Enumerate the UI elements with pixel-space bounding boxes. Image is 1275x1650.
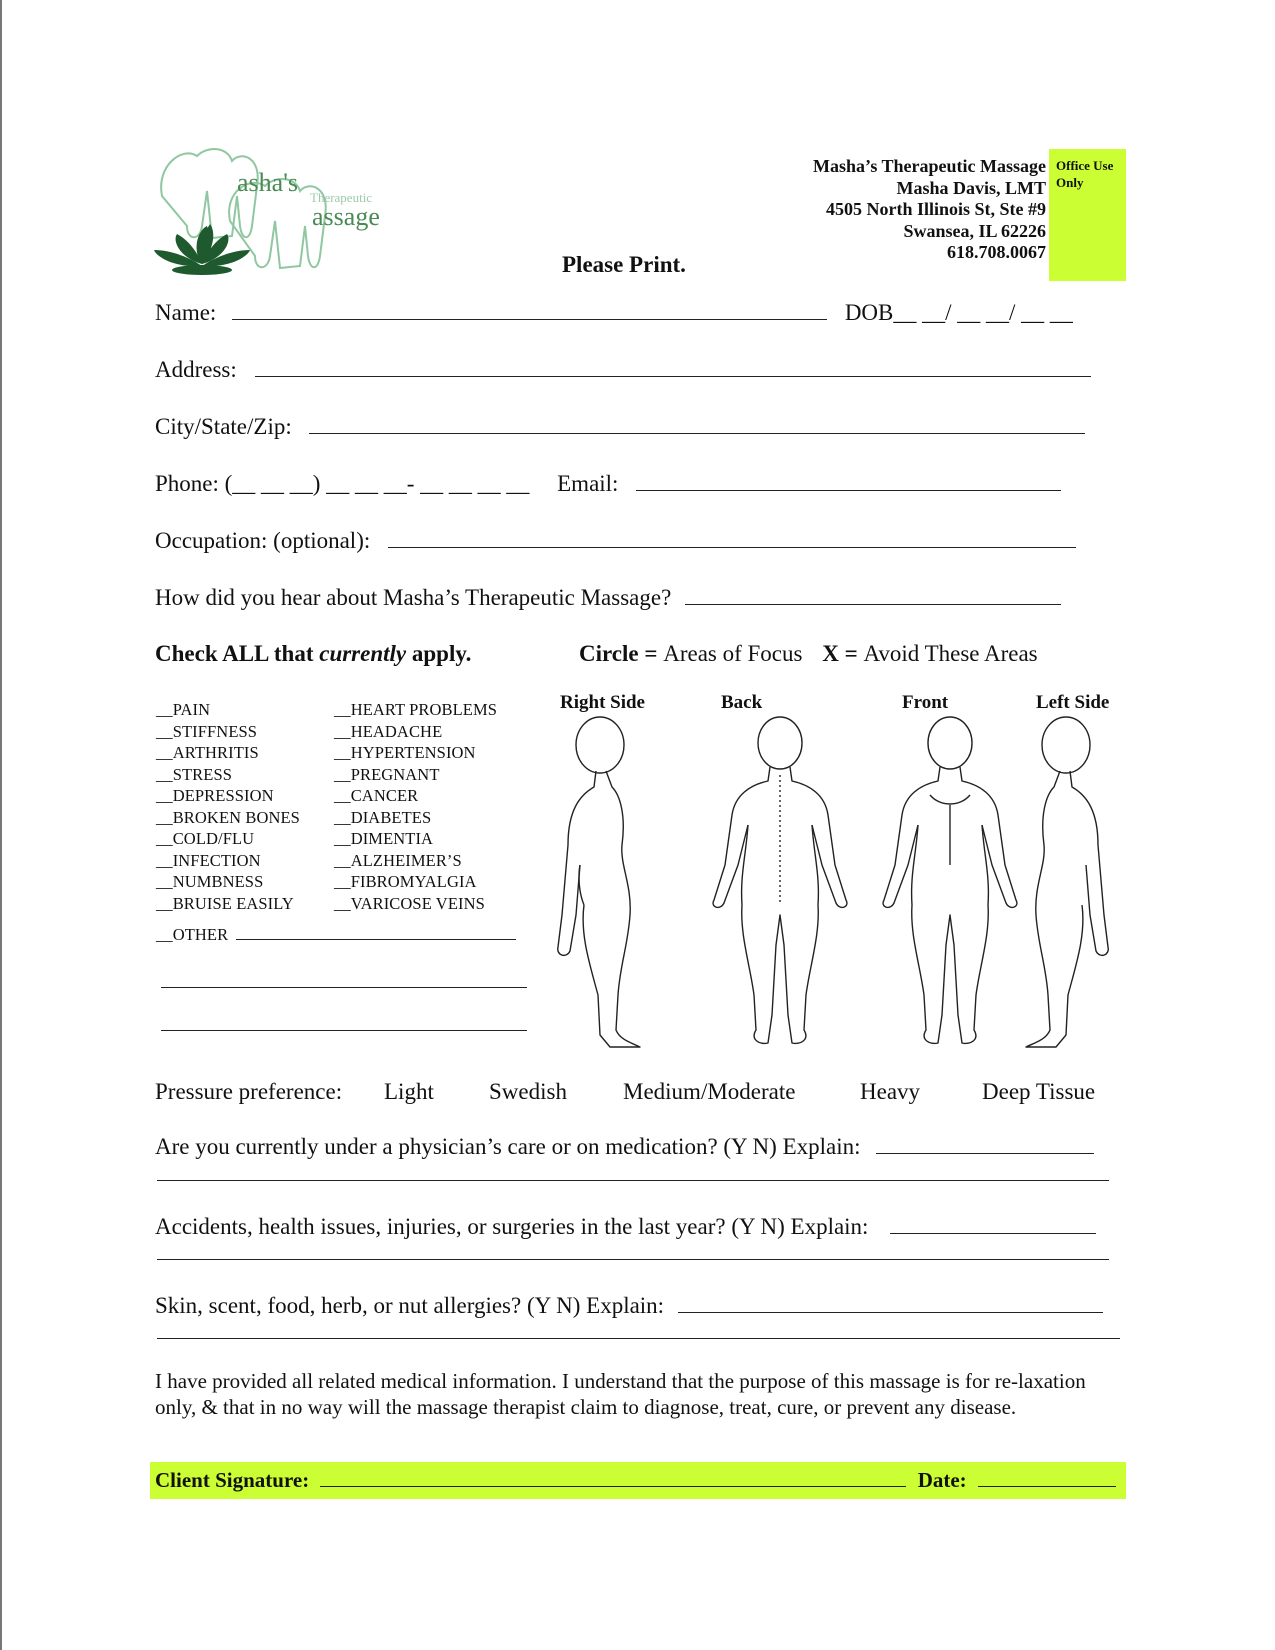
figure-back [713,717,847,1043]
heard-field[interactable] [685,582,1061,605]
figure-left-side [1026,717,1108,1047]
signature-field[interactable] [320,1468,906,1487]
therapist-name: Masha Davis, LMT [896,177,1046,198]
condition-item[interactable]: __BROKEN BONES [156,807,300,827]
heard-row [155,582,1061,611]
question-allergies-field[interactable] [678,1290,1103,1313]
business-phone: 618.708.0067 [947,242,1046,262]
date-label: Date: [917,1468,967,1492]
address-label: Address: [155,357,237,382]
condition-item[interactable]: __STIFFNESS [156,721,258,741]
occupation-field[interactable] [388,525,1076,548]
condition-item[interactable]: __FIBROMYALGIA [334,872,477,891]
pressure-option-light[interactable]: Light [384,1079,434,1104]
view-label-back: Back [721,692,763,713]
date-field[interactable] [978,1468,1116,1487]
logo-subtext: Therapeutic [310,190,373,205]
pressure-option-deep[interactable]: Deep Tissue [982,1079,1096,1104]
question-physician-line-2[interactable] [157,1180,1109,1181]
name-label: Name: [155,300,217,325]
other-row [156,924,516,946]
address-row [155,354,1091,383]
signature-row [155,1468,1116,1493]
condition-item[interactable]: __HEADACHE [334,721,443,741]
condition-item[interactable]: __DIMENTIA [334,829,434,848]
question-physician-label: Are you currently under a physician’s care or on medication? (Y N) Explain: [155,1134,861,1159]
city-label: City/State/Zip: [155,414,292,439]
condition-item[interactable]: __DIABETES [334,807,432,827]
question-accidents-line-2[interactable] [157,1259,1109,1260]
occupation-label: Occupation: (optional): [155,528,371,553]
office-use-label: Office Use Only [1056,158,1114,190]
conditions-left [156,699,300,914]
heard-label: How did you hear about Masha’s Therapeutic Massage? [155,585,672,610]
condition-item[interactable]: __CANCER [334,786,419,805]
question-accidents [155,1211,1096,1240]
pressure-option-swedish[interactable]: Swedish [489,1079,567,1104]
email-field[interactable] [636,468,1061,491]
question-physician-field[interactable] [876,1131,1094,1154]
other-label: __OTHER [156,925,229,944]
disclaimer: I have provided all related medical information. I understand that the purpose of this massage is for re-laxation only, & that in no way will the massage therapist claim to diagnose, treat, cure, or prevent any disease. [155,1369,1086,1419]
question-physician [155,1131,1094,1160]
city-field[interactable] [309,411,1085,434]
name-row [155,297,1073,326]
check-heading-b: currently [319,641,407,666]
view-label-right: Right Side [560,692,645,713]
pressure-label: Pressure preference: [155,1079,343,1104]
phone-label[interactable]: Phone: (__ __ __) __ __ __- __ __ __ __ [155,471,530,496]
question-allergies-label: Skin, scent, food, herb, or nut allergies? (Y N) Explain: [155,1293,665,1318]
condition-item[interactable]: __HYPERTENSION [334,743,476,762]
please-print: Please Print. [562,252,686,277]
condition-item[interactable]: __PREGNANT [334,764,440,784]
figure-right-side [558,717,640,1047]
office-use-box [1049,149,1126,281]
check-heading-a: Check ALL that [155,641,320,666]
conditions-right [334,699,497,914]
business-info [813,156,1046,264]
logo-text-1: asha's [237,168,299,197]
occupation-row [155,525,1076,554]
business-name: Masha’s Therapeutic Massage [813,156,1046,176]
condition-item[interactable]: __PAIN [156,700,211,719]
condition-item[interactable]: __BRUISE EASILY [156,893,294,913]
pressure-option-medium[interactable]: Medium/Moderate [623,1079,796,1104]
condition-item[interactable]: __COLD/FLU [156,829,255,848]
pressure-row [155,1079,342,1105]
circle-key: Circle = [579,641,664,666]
condition-item[interactable]: __NUMBNESS [156,872,264,891]
focus-heading [579,641,1038,667]
page-edge [0,0,2,1650]
phone-row [155,468,1061,497]
condition-item[interactable]: __INFECTION [156,850,261,870]
city-row [155,411,1085,440]
logo [152,146,412,286]
email-label: Email: [557,471,619,496]
other-line-3[interactable] [161,1030,527,1031]
address-field[interactable] [255,354,1091,377]
signature-label: Client Signature: [155,1468,310,1492]
street-address: 4505 North Illinois St, Ste #9 [825,199,1046,219]
condition-item[interactable]: __DEPRESSION [156,786,274,805]
x-key: X = [822,641,864,666]
name-field[interactable] [232,297,827,320]
condition-item[interactable]: __VARICOSE VEINS [334,893,485,913]
other-field[interactable] [236,925,516,940]
view-label-left: Left Side [1036,692,1110,713]
pressure-option-heavy[interactable]: Heavy [860,1079,921,1104]
condition-item[interactable]: __HEART PROBLEMS [334,700,498,719]
check-heading-c: apply. [406,641,472,666]
other-line-2[interactable] [161,987,527,988]
condition-item[interactable]: __ARTHRITIS [156,743,259,762]
question-allergies-line-2[interactable] [157,1338,1120,1339]
city-address: Swansea, IL 62226 [903,220,1046,241]
x-key-text: Avoid These Areas [863,641,1038,666]
view-label-front: Front [902,692,949,713]
lotus-icon [154,224,250,275]
circle-key-text: Areas of Focus [663,641,803,666]
question-allergies [155,1290,1103,1319]
condition-item[interactable]: __ALZHEIMER’S [334,850,462,870]
question-accidents-label: Accidents, health issues, injuries, or surgeries in the last year? (Y N) Explain: [155,1214,869,1239]
check-heading [155,641,471,667]
question-accidents-field[interactable] [890,1211,1096,1234]
figure-front [883,717,1017,1043]
body-diagram[interactable] [540,715,1125,1060]
condition-item[interactable]: __STRESS [156,764,232,784]
dob-label[interactable]: DOB__ __/ __ __/ __ __ [844,300,1073,325]
logo-text-2: assage [312,202,380,231]
